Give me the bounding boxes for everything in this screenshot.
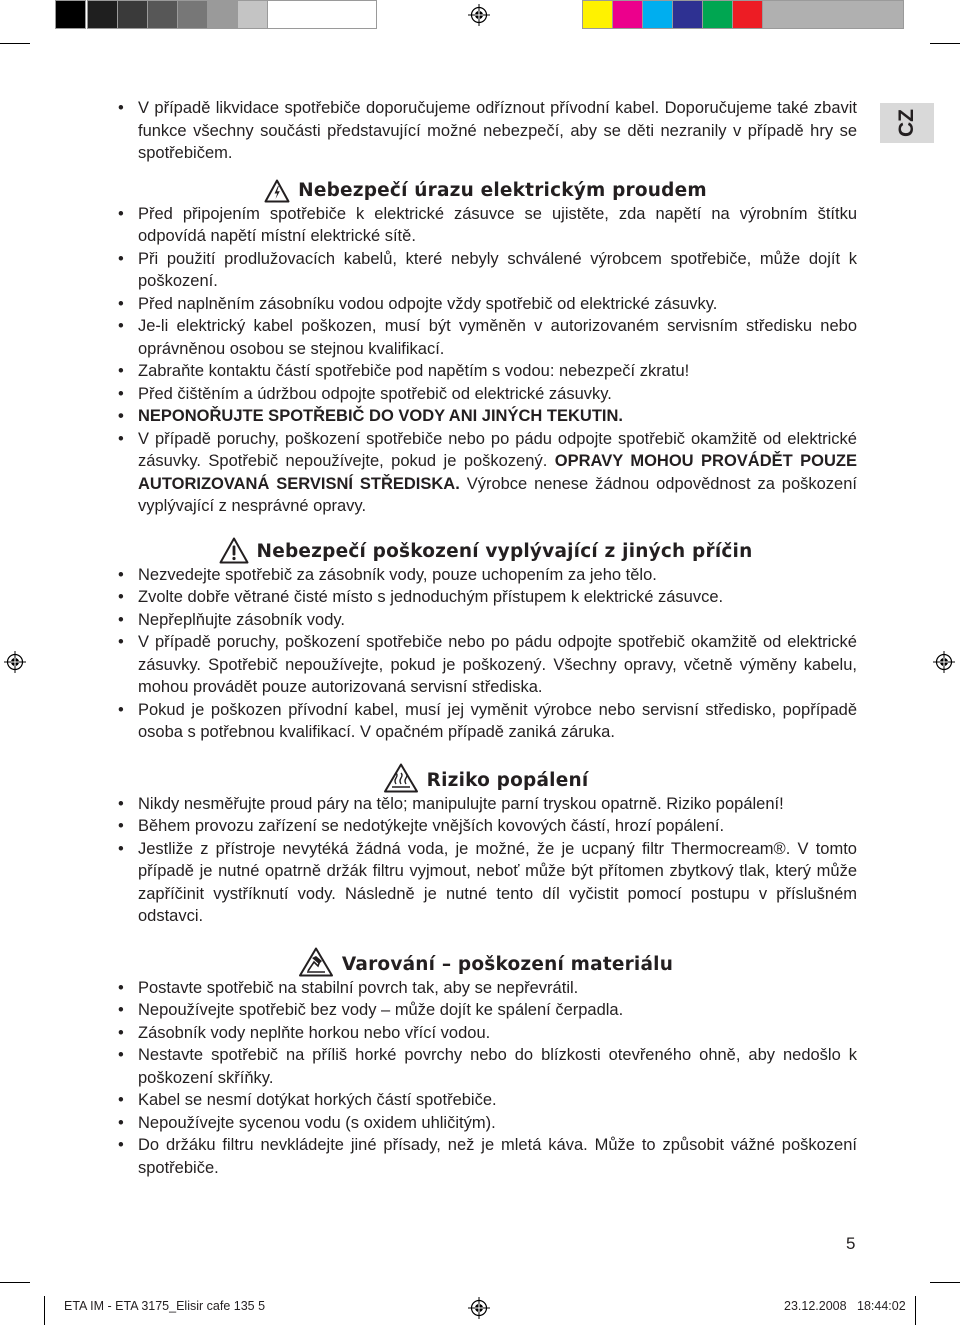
item-text: Výrobce nenese žádnou odpovědnost za poškození vyplývající z nesprávné opravy.	[138, 474, 857, 515]
list-item: • Postavte spotřebič na stabilní povrch tak, aby se nepřevrátil.	[114, 977, 857, 1000]
list-item: • Před naplněním zásobníku vodou odpojte vždy spotřebič od elektrické zásuvky.	[114, 293, 857, 316]
list-item: • Při použití prodlužovacích kabelů, které nebyly schválené výrobcem spotřebiče, může dojít k poškození.	[114, 248, 857, 293]
color-swatch	[55, 0, 86, 29]
registration-mark-icon	[4, 651, 26, 673]
list-item: • Je-li elektrický kabel poškozen, musí být vyměněn v autorizovaném servisním středisku nebo oprávněnou osobou se stejnou kvalifikací.	[114, 315, 857, 360]
section-heading	[114, 763, 857, 793]
list-item: • Kabel se nesmí dotýkat horkých částí spotřebiče.	[114, 1089, 857, 1112]
document-body	[114, 97, 857, 1179]
color-swatch	[702, 0, 733, 29]
crop-mark	[930, 1282, 960, 1283]
registration-mark-icon	[933, 651, 955, 673]
color-swatch	[117, 0, 148, 29]
registration-mark-icon	[468, 4, 490, 26]
color-swatch	[732, 0, 763, 29]
footer-time: 18:44:02	[857, 1299, 906, 1313]
list-item: • Před připojením spotřebiče k elektrické zásuvce se ujistěte, zda napětí na výrobním štítku odpovídá napětí místní elektrické sítě.	[114, 203, 857, 248]
color-swatch	[672, 0, 703, 29]
page-number: 5	[846, 1234, 856, 1253]
material-damage-icon	[298, 947, 334, 977]
color-swatch	[762, 0, 904, 29]
other-list	[114, 564, 857, 744]
registration-mark-icon	[468, 1297, 490, 1319]
hot-surface-icon	[383, 763, 419, 793]
color-swatch	[147, 0, 178, 29]
list-item: • V případě poruchy, poškození spotřebiče nebo po pádu odpojte spotřebič okamžitě od elektrické zásuvky. Spotřebič nepoužívejte, pokud je poškozený. Všechny opravy, včetně výměny kabelu, mohou provádět pouze autorizovaná servisní střediska.	[114, 631, 857, 699]
list-item: • Nepoužívejte sycenou vodu (s oxidem uhličitým).	[114, 1112, 857, 1135]
material-list	[114, 977, 857, 1180]
crop-mark	[930, 43, 960, 44]
electric-list	[114, 203, 857, 518]
language-tab	[880, 103, 934, 143]
crop-mark	[0, 43, 30, 44]
list-item: • Nepřeplňujte zásobník vody.	[114, 609, 857, 632]
section-title: Nebezpečí úrazu elektrickým proudem	[298, 179, 707, 201]
section-material	[114, 947, 857, 1180]
list-item: • Zvolte dobře větrané čisté místo s jednoduchým přístupem k elektrické zásuvce.	[114, 586, 857, 609]
list-item: • Do držáku filtru nevkládejte jiné přísady, než je mletá káva. Může to způsobit vážné poškození spotřebiče.	[114, 1134, 857, 1179]
color-swatch	[612, 0, 643, 29]
color-swatch	[642, 0, 673, 29]
list-item: • NEPONOŘUJTE SPOTŘEBIČ DO VODY ANI JINÝCH TEKUTIN.	[114, 405, 857, 428]
electric-hazard-icon	[264, 179, 290, 203]
list-item: • Před čištěním a údržbou odpojte spotřebič od elektrické zásuvky.	[114, 383, 857, 406]
language-tab-label: CZ	[895, 109, 918, 137]
item-text-bold: OPRAVY MOHOU PROVÁDĚT POUZE AUTORIZOVANÁ SERVISNÍ STŘEDISKA.	[138, 452, 857, 493]
list-item: • Jestliže z přístroje nevytéká žádná voda, je možné, že je ucpaný filtr Thermocream®. V tomto případě je nutné opatrně držák filtru vyjmout, neboť může být přítomen zbytkový tlak, který může zapříčinit vystříknutí vody. Následně je nutné tento díl vyčistit pomocí postupu v příslušném odstavci.	[114, 838, 857, 928]
color-swatch	[177, 0, 208, 29]
list-item: • Nestavte spotřebič na příliš horké povrchy nebo do blízkosti otevřeného ohně, aby nedošlo k poškození skříňky.	[114, 1044, 857, 1089]
section-heading	[114, 947, 857, 977]
section-burn	[114, 763, 857, 928]
list-item: • V případě likvidace spotřebiče doporučujeme odříznout přívodní kabel. Doporučujeme také zbavit funkce všechny součásti představující možné nebezpečí, aby se děti nezranily v případě hry se spotřebičem.	[114, 97, 857, 165]
warning-icon	[219, 537, 249, 564]
section-title: Varování – poškození materiálu	[341, 953, 674, 975]
section-heading	[114, 537, 857, 564]
item-text: V případě poruchy, poškození spotřebiče nebo po pádu odpojte spotřebič okamžitě od elektrické zásuvky. Spotřebič nepoužívejte, pokud je poškozený.	[138, 429, 857, 470]
list-item: • Nepoužívejte spotřebič bez vody – může dojít ke spálení čerpadla.	[114, 999, 857, 1022]
color-swatch	[87, 0, 118, 29]
burn-list	[114, 793, 857, 928]
color-swatch	[207, 0, 238, 29]
list-item: • Nezvedejte spotřebič za zásobník vody, pouze uchopením za jeho tělo.	[114, 564, 857, 587]
crop-mark	[44, 1296, 45, 1325]
intro-list	[114, 97, 857, 165]
color-swatch	[267, 0, 377, 29]
list-item: • Během provozu zařízení se nedotýkejte vnějších kovových částí, hrozí popálení.	[114, 815, 857, 838]
color-swatch	[237, 0, 268, 29]
color-swatch	[582, 0, 613, 29]
list-item	[114, 428, 857, 518]
list-item: • Nikdy nesměřujte proud páry na tělo; manipulujte parní tryskou opatrně. Riziko popálení!	[114, 793, 857, 816]
crop-mark	[0, 1282, 30, 1283]
footer-date: 23.12.2008	[784, 1299, 847, 1313]
list-item: • Zabraňte kontaktu částí spotřebiče pod napětím s vodou: nebezpečí zkratu!	[114, 360, 857, 383]
section-heading	[114, 179, 857, 203]
crop-mark	[915, 1296, 916, 1325]
list-item: • Pokud je poškozen přívodní kabel, musí jej vyměnit výrobce nebo servisní středisko, popřípadě osoba s potřebnou kvalifikací. V opačném případě zaniká záruka.	[114, 699, 857, 744]
footer-file-label: ETA IM - ETA 3175_Elisir cafe 135 5	[64, 1299, 266, 1313]
list-item: • Zásobník vody neplňte horkou nebo vřící vodou.	[114, 1022, 857, 1045]
section-title: Riziko popálení	[426, 769, 589, 791]
section-electric	[114, 179, 857, 518]
section-title: Nebezpečí poškození vyplývající z jiných příčin	[256, 540, 753, 562]
section-other	[114, 537, 857, 744]
